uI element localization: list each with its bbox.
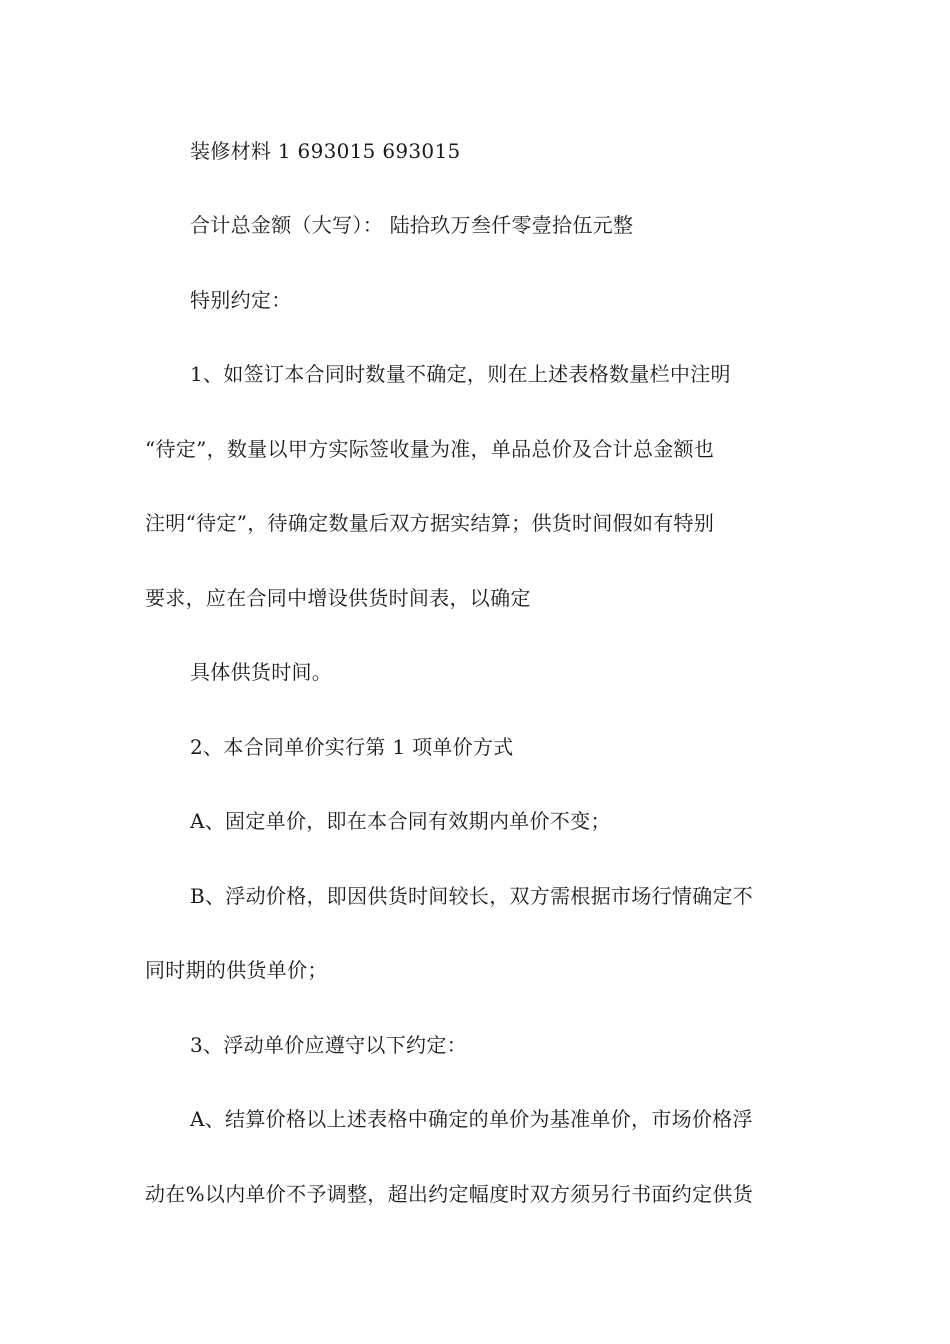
clause-3-option-a-line-1: A、结算价格以上述表格中确定的单价为基准单价，市场价格浮 [190, 1107, 753, 1131]
clause-2-option-a: A、固定单价，即在本合同有效期内单价不变； [190, 809, 611, 833]
clause-3-heading: 3、浮动单价应遵守以下约定： [190, 1033, 467, 1057]
clause-1-line-5: 具体供货时间。 [190, 660, 333, 684]
clause-1-line-1: 1、如签订本合同时数量不确定，则在上述表格数量栏中注明 [190, 362, 731, 386]
clause-2-option-b-line-1: B、浮动价格，即因供货时间较长，双方需根据市场行情确定不 [190, 884, 754, 908]
item-line-decoration-materials: 装修材料 1 693015 693015 [190, 139, 461, 163]
clause-2-option-b-line-2: 同时期的供货单价； [145, 958, 328, 982]
clause-1-line-2: “待定”，数量以甲方实际签收量为准，单品总价及合计总金额也 [145, 437, 715, 461]
clause-1-line-4: 要求，应在合同中增设供货时间表，以确定 [145, 586, 531, 610]
clause-3-option-a-line-2: 动在%以内单价不予调整，超出约定幅度时双方须另行书面约定供货 [145, 1182, 754, 1206]
clause-2-heading: 2、本合同单价实行第 1 项单价方式 [190, 735, 514, 759]
clause-1-line-3: 注明“待定”，待确定数量后双方据实结算；供货时间假如有特别 [145, 511, 715, 535]
special-terms-heading: 特别约定： [190, 288, 292, 312]
total-amount-uppercase: 合计总金额（大写）： 陆拾玖万叁仟零壹拾伍元整 [190, 213, 634, 237]
